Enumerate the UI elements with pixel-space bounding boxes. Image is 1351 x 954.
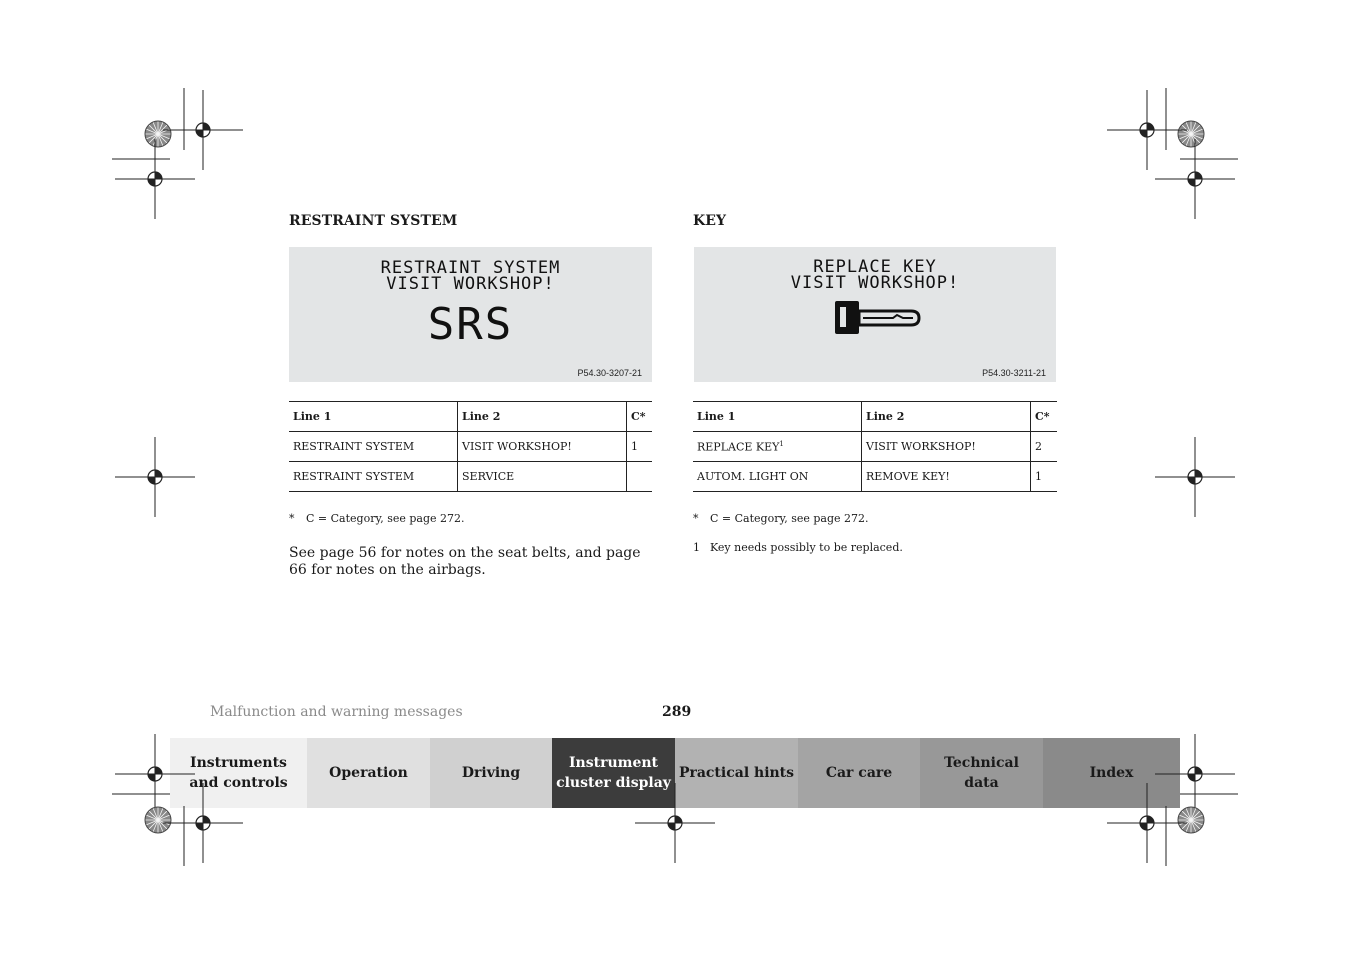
chapter-title: Malfunction and warning messages	[210, 704, 463, 720]
registration-crosshair-icon	[115, 139, 195, 219]
registration-crosshair-icon	[1107, 90, 1187, 170]
display-line-2: VISIT WORKSHOP!	[386, 274, 555, 294]
tab-label: data	[964, 775, 999, 791]
tab-label: Index	[1089, 765, 1134, 781]
registration-crosshair-icon	[1155, 734, 1235, 814]
registration-crosshair-icon	[1107, 783, 1187, 863]
column-header-line2: Line 2	[458, 402, 627, 432]
cell-line1: RESTRAINT SYSTEM	[289, 462, 458, 492]
cell-line2: VISIT WORKSHOP!	[458, 432, 627, 462]
tab-label: Instrument	[569, 755, 658, 771]
footnote-text: Key needs possibly to be replaced.	[710, 541, 903, 554]
tab-label: Technical	[944, 755, 1019, 771]
tab-label: cluster display	[556, 775, 671, 791]
column-header-line2: Line 2	[862, 402, 1031, 432]
registration-rosette-icon	[145, 807, 171, 833]
column-header-category: C*	[627, 402, 653, 432]
registration-rosette-icon	[1178, 807, 1204, 833]
registration-rosette-icon	[1178, 121, 1204, 147]
tab-label: Driving	[461, 765, 521, 781]
key-heading: KEY	[693, 213, 727, 229]
display-line-2: VISIT WORKSHOP!	[790, 273, 960, 293]
figure-code: P54.30-3211-21	[982, 368, 1046, 378]
tab-label: Practical hints	[678, 765, 795, 781]
tab-label: Car care	[825, 765, 893, 781]
cell-line2: SERVICE	[458, 462, 627, 492]
footnote-mark: *	[693, 512, 699, 525]
cell-line1: RESTRAINT SYSTEM	[289, 432, 458, 462]
registration-rosette-icon	[145, 121, 171, 147]
srs-symbol: SRS	[427, 299, 514, 350]
footnote-text: C = Category, see page 272.	[710, 512, 869, 525]
tab-label: Instruments	[190, 755, 287, 771]
registration-crosshair-icon	[163, 90, 243, 170]
figure-code: P54.30-3207-21	[577, 368, 642, 378]
footnote-reference: 1	[779, 439, 784, 448]
tab-label: Operation	[329, 765, 408, 781]
footnote-mark: 1	[693, 541, 700, 554]
cell-line1-text: REPLACE KEY	[697, 440, 780, 454]
cell-category: 1	[627, 432, 653, 462]
cell-category: 2	[1031, 432, 1058, 462]
registration-crosshair-icon	[163, 783, 243, 863]
cell-line2: REMOVE KEY!	[862, 462, 1031, 492]
registration-crosshair-icon	[115, 734, 195, 814]
footnote-mark: *	[289, 512, 295, 525]
registration-crosshair-icon	[115, 437, 195, 517]
footnote-text: C = Category, see page 272.	[306, 512, 465, 525]
display-line-1: RESTRAINT SYSTEM	[380, 258, 561, 278]
cell-line2: VISIT WORKSHOP!	[862, 432, 1031, 462]
registration-crosshair-icon	[635, 783, 715, 863]
tab-label: and controls	[189, 775, 288, 791]
column-header-category: C*	[1031, 402, 1058, 432]
restraint-system-heading: RESTRAINT SYSTEM	[289, 213, 458, 229]
seat-belt-airbag-note: See page 56 for notes on the seat belts, and page 66 for notes on the airbags.	[289, 545, 641, 578]
cell-line1: AUTOM. LIGHT ON	[693, 462, 862, 492]
display-line-1: REPLACE KEY	[813, 257, 937, 277]
registration-crosshair-icon	[1155, 139, 1235, 219]
page-number: 289	[662, 704, 692, 720]
registration-crosshair-icon	[1155, 437, 1235, 517]
column-header-line1: Line 1	[289, 402, 458, 432]
cell-category: 1	[1031, 462, 1058, 492]
column-header-line1: Line 1	[693, 402, 862, 432]
